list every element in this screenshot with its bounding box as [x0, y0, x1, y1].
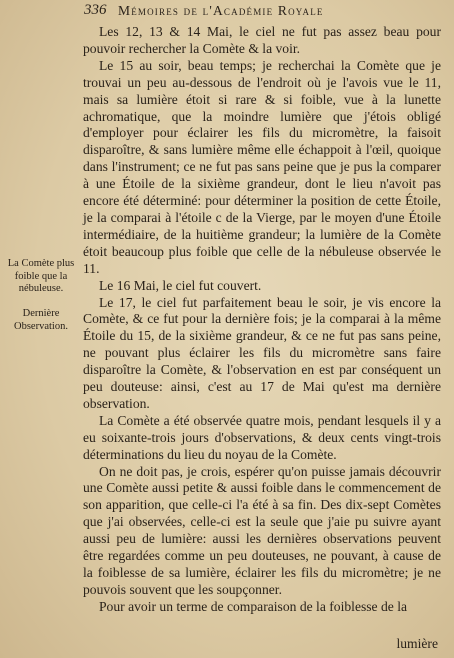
body-text — [83, 24, 441, 616]
margin-note-comet-fainter: La Comète plus foible que la nébuleuse. — [7, 258, 75, 294]
running-title: Mémoires de l'Académie Royale — [118, 3, 324, 18]
margin-note-last-observation: Dernière Observation. — [14, 308, 68, 332]
paragraph: Le 17, le ciel fut parfaitement beau le soir, je vis encore la Comète, & ce fut pour la dernière fois; je la comparai à la même Étoile du 15, de la sixième grandeur, & ce ne fut pas sans peine, ne pouvant plus éclairer les fils du micromètre sans faire disparoître la Comète, & l'observation en est par conséquent un peu douteuse: ainsi, c'est au 17 de Mai qu'est ma dernière observation. — [83, 294, 441, 411]
paragraph: On ne doit pas, je crois, espérer qu'on puisse jamais découvrir une Comète aussi petite & aussi foible dans le commencement de son apparition, que celle-ci l'a été à sa fin. Des dix-sept Comètes que j'ai observées, celle-ci est la seule que j'aie pu suivre ayant aussi peu de lumière: aussi les dernières observations peuvent être regardées comme un peu douteuses, ne pouvant, à cause de la foiblesse de sa lumière, éclairer les fils du micromètre; je ne pouvois souvent que les soupçonner. — [83, 463, 441, 597]
paragraph: Le 15 au soir, beau temps; je recherchai la Comète que je trouvai un peu au-dessous de l'endroit où je l'avois vue le 11, mais sa lumière étoit si rare & si foible, vue à la lunette achromatique, que la moindre lumière que j'étois obligé d'employer pour éclairer les fils du micromètre, la faisoit disparoître, & sans lumière même elle échappoit à l'œil, quoique dans l'instrument; ce ne fut pas sans peine que je pus la comparer à une Étoile de la sixième grandeur, dont le lieu n'avoit pas encore été déterminé: pour déterminer la position de cette Étoile, je la comparai à l'étoile c de la Vierge, par le moyen d'une Étoile intermédiaire, de la huitième grandeur; la lumière de la Comète étoit beaucoup plus foible que celle de la nébuleuse observée le 11. — [83, 57, 441, 276]
page-header — [0, 2, 454, 22]
paragraph: Les 12, 13 & 14 Mai, le ciel ne fut pas assez beau pour pouvoir rechercher la Comète & la voir. — [83, 24, 441, 56]
catchword: lumière — [396, 636, 438, 651]
paragraph: Pour avoir un terme de comparaison de la foiblesse de la — [99, 598, 408, 614]
paragraph: Le 16 Mai, le ciel fut couvert. — [99, 277, 262, 293]
paragraph: La Comète a été observée quatre mois, pendant lesquels il y a eu soixante-trois jours d'observations, & deux cents vingt-trois déterminations du lieu du noyau de la Comète. — [83, 412, 441, 462]
page-number: 336 — [84, 2, 107, 18]
